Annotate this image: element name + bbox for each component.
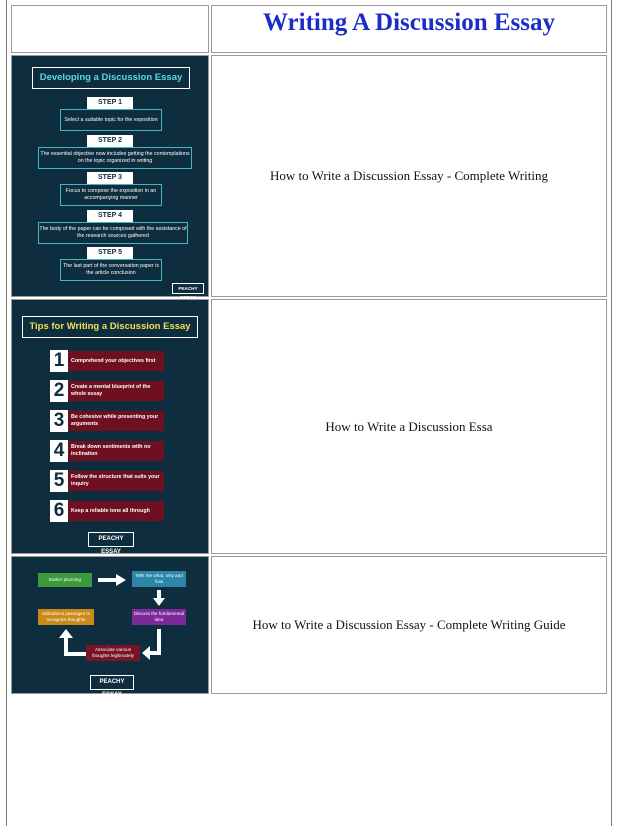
- tip-text: Comprehend your objectives first: [68, 351, 164, 371]
- infographic-flow[interactable]: [12, 557, 208, 698]
- peachy-essay-logo: PEACHY ESSAY: [90, 675, 134, 690]
- step-label: STEP 3: [87, 172, 133, 184]
- image-caption: How to Write a Discussion Essa: [325, 418, 493, 434]
- arrow-curve-up-icon: [56, 629, 86, 663]
- arrow-right-icon: [98, 574, 126, 586]
- arrow-curve-left-icon: [142, 629, 164, 663]
- header-row: [11, 5, 607, 53]
- flow-step: Utilizations passages to recognize thoughts: [38, 609, 94, 625]
- step-text: The body of the paper can be composed with the assistance of the research sources gathered: [38, 222, 188, 244]
- table-row: [11, 55, 607, 297]
- peachy-essay-logo: PEACHY ESSAY: [172, 283, 204, 294]
- infographic-heading: Tips for Writing a Discussion Essay: [22, 316, 198, 338]
- caption-cell: [211, 556, 607, 694]
- tip-text: Create a mental blueprint of the whole essay: [68, 381, 164, 401]
- step-text: Select a suitable topic for the exposition: [60, 109, 162, 131]
- arrow-down-icon: [153, 590, 165, 606]
- tip-text: Be cohesive while presenting your arguments: [68, 411, 164, 431]
- flow-step: Discuss the fundamental idea: [132, 609, 186, 625]
- page-title: Writing A Discussion Essay: [263, 9, 555, 36]
- infographic-steps[interactable]: [12, 56, 208, 300]
- content-table: [9, 3, 609, 696]
- peachy-essay-logo: PEACHY ESSAY: [88, 532, 134, 547]
- caption-cell: [211, 55, 607, 297]
- infographic-tips[interactable]: [12, 300, 208, 553]
- caption-cell: [211, 299, 607, 554]
- tip-text: Break down sentiments with no inclination: [68, 441, 164, 461]
- header-title-cell: [211, 5, 607, 53]
- tip-text: Keep a reliable tone all through: [68, 501, 164, 521]
- step-text: The essential objective now includes getting the contemplations on the topic organized in writing: [38, 147, 192, 169]
- tip-number: 3: [50, 410, 68, 432]
- image-caption: How to Write a Discussion Essay - Complete Writing Guide: [252, 617, 566, 632]
- infographic-heading: Developing a Discussion Essay: [32, 67, 190, 89]
- flow-step: Earlier planning: [38, 573, 92, 587]
- tip-number: 1: [50, 350, 68, 372]
- step-label: STEP 4: [87, 210, 133, 222]
- step-label: STEP 1: [87, 97, 133, 109]
- image-caption: How to Write a Discussion Essay - Complete Writing: [270, 168, 548, 183]
- header-empty-cell: [11, 5, 209, 53]
- tip-number: 2: [50, 380, 68, 402]
- table-row: [11, 556, 607, 694]
- tip-number: 6: [50, 500, 68, 522]
- step-text: The last part of the conversation paper is the article conclusion: [60, 259, 162, 281]
- tip-text: Follow the structure that suits your inquiry: [68, 471, 164, 491]
- step-text: Focus to compose the exposition in an accompanying manner: [60, 184, 162, 206]
- flow-step: Tells the what, why and how: [132, 571, 186, 587]
- image-cell: [11, 55, 209, 300]
- step-label: STEP 2: [87, 135, 133, 147]
- flow-step: Associate various thoughts legitimately: [86, 645, 140, 661]
- image-cell: [11, 299, 209, 554]
- tip-number: 4: [50, 440, 68, 462]
- table-row: [11, 299, 607, 554]
- image-cell: [11, 556, 209, 698]
- tip-number: 5: [50, 470, 68, 492]
- step-label: STEP 5: [87, 247, 133, 259]
